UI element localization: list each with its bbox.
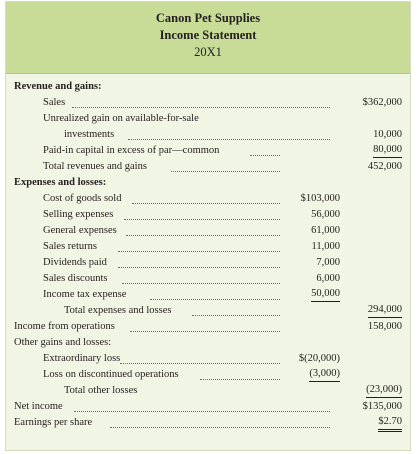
leader-dots [130, 321, 280, 332]
leader-dots [126, 225, 280, 236]
total-amount: 294,000 [368, 303, 402, 318]
section-label: Expenses and losses: [14, 177, 107, 188]
leader-dots [200, 369, 280, 380]
unrealized-gain-row [6, 111, 410, 127]
section-label: Revenue and gains: [14, 81, 102, 92]
detail-amount: $(20,000) [298, 353, 340, 364]
total-amount: 80,000 [373, 143, 402, 158]
investments-row [6, 127, 410, 143]
line-label: Loss on discontinued operations [43, 369, 179, 380]
sales-returns-row [6, 239, 410, 255]
leader-dots [192, 305, 280, 316]
discontinued-ops-row [6, 367, 410, 383]
leader-dots [72, 97, 330, 108]
detail-amount: 50,000 [311, 287, 340, 302]
line-label: Cost of goods sold [43, 193, 122, 204]
total-amount: $135,000 [362, 401, 402, 412]
leader-dots [74, 401, 330, 412]
line-label: Earnings per share [14, 417, 93, 428]
leader-dots [250, 145, 280, 156]
expenses-header-row [6, 175, 410, 191]
total-amount: (23,000) [366, 383, 402, 398]
leader-dots [118, 241, 280, 252]
detail-amount: 56,000 [311, 209, 340, 220]
income-statement [5, 1, 411, 451]
leader-dots [171, 161, 280, 172]
general-expenses-row [6, 223, 410, 239]
line-label: Selling expenses [43, 209, 114, 220]
extraordinary-loss-row [6, 351, 410, 367]
line-label: Dividends paid [43, 257, 107, 268]
line-label: Income tax expense [43, 289, 127, 300]
revenue-header-row [6, 79, 410, 95]
line-label: Income from operations [14, 321, 115, 332]
eps-row [6, 415, 410, 431]
statement-title: Income Statement [159, 28, 257, 42]
line-label: Sales discounts [43, 273, 108, 284]
total-other-losses-row [6, 383, 410, 399]
income-operations-row [6, 319, 410, 335]
total-expenses-row [6, 303, 410, 319]
line-label: Unrealized gain on available-for-sale [43, 113, 199, 124]
net-income-row [6, 399, 410, 415]
leader-dots [124, 209, 280, 220]
line-label: Net income [14, 401, 63, 412]
income-tax-row [6, 287, 410, 303]
leader-dots [110, 417, 330, 428]
leader-dots [118, 257, 280, 268]
line-label: Total other losses [64, 385, 138, 396]
total-amount: $362,000 [362, 97, 402, 108]
line-label: Paid-in capital in excess of par—common [43, 145, 220, 156]
selling-expenses-row [6, 207, 410, 223]
line-label: Total expenses and losses [64, 305, 172, 316]
other-header-row [6, 335, 410, 351]
sales-row [6, 95, 410, 111]
statement-period: 20X1 [194, 45, 222, 59]
leader-dots [122, 273, 280, 284]
total-amount: $2.70 [378, 415, 402, 432]
leader-dots [132, 193, 280, 204]
sales-discounts-row [6, 271, 410, 287]
leader-dots [120, 353, 280, 364]
section-label: Other gains and losses: [14, 337, 112, 348]
detail-amount: (3,000) [309, 367, 340, 382]
leader-dots [128, 129, 330, 140]
detail-amount: $103,000 [300, 193, 340, 204]
statement-body [6, 74, 410, 450]
line-label: Extraordinary loss [43, 353, 121, 364]
total-amount: 158,000 [367, 321, 402, 332]
line-label: Sales [43, 97, 66, 108]
total-amount: 452,000 [367, 161, 402, 172]
total-revenues-row [6, 159, 410, 175]
detail-amount: 6,000 [316, 273, 340, 284]
line-label: General expenses [43, 225, 117, 236]
total-amount: 10,000 [373, 129, 402, 140]
detail-amount: 61,000 [311, 225, 340, 236]
company-name: Canon Pet Supplies [155, 11, 261, 25]
leader-dots [150, 289, 280, 300]
detail-amount: 7,000 [316, 257, 340, 268]
dividends-row [6, 255, 410, 271]
line-label: Total revenues and gains [43, 161, 147, 172]
detail-amount: 11,000 [311, 241, 340, 252]
line-label: Sales returns [43, 241, 97, 252]
statement-header [6, 2, 410, 74]
cogs-row [6, 191, 410, 207]
paid-in-capital-row [6, 143, 410, 159]
line-label: investments [64, 129, 115, 140]
